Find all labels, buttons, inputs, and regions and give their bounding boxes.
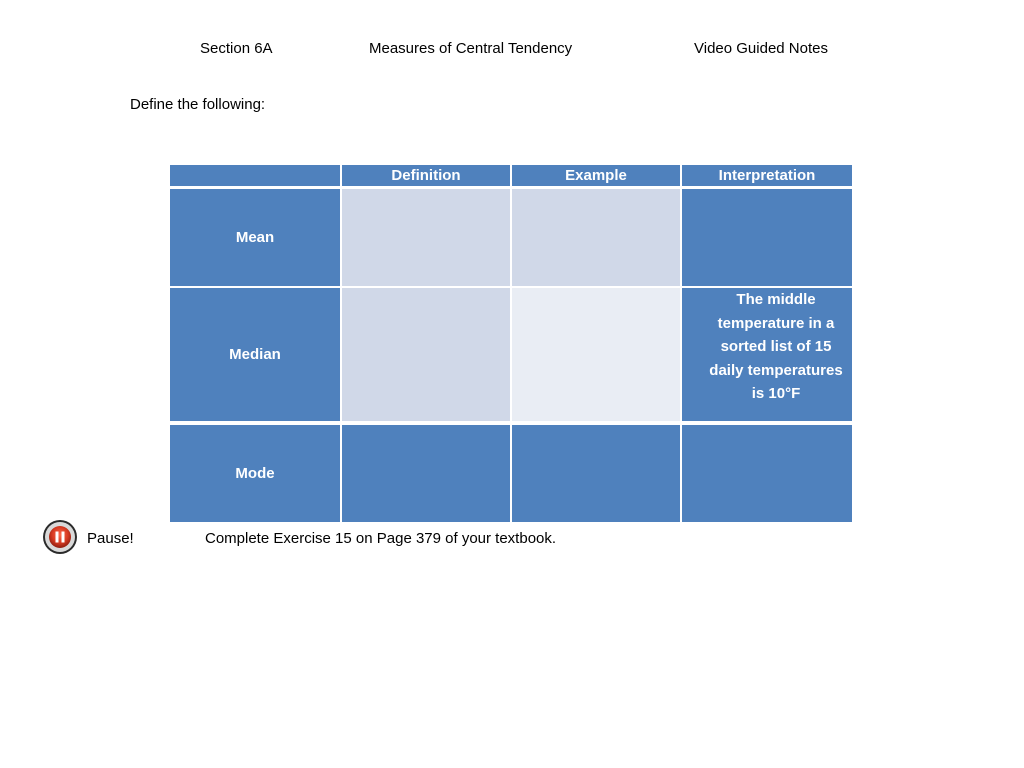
pause-label: Pause! [87, 530, 134, 547]
mean-example-cell [512, 189, 680, 286]
pause-icon[interactable] [42, 519, 78, 555]
mode-interpretation-cell [682, 425, 852, 522]
row-label-median: Median [170, 288, 340, 421]
row-label-mode: Mode [170, 425, 340, 522]
mean-interpretation-cell [682, 189, 852, 286]
column-header-interpretation: Interpretation [682, 165, 852, 186]
pause-instruction: Complete Exercise 15 on Page 379 of your textbook. [205, 530, 557, 547]
central-tendency-table [170, 165, 852, 522]
column-header-example: Example [512, 165, 680, 186]
median-interpretation-cell: The middle temperature in a sorted list of 15 daily temperatures is 10°F [682, 288, 852, 421]
notes-type-label: Video Guided Notes [694, 40, 828, 57]
define-prompt: Define the following: [130, 96, 266, 113]
mean-definition-cell [342, 189, 510, 286]
mode-definition-cell [342, 425, 510, 522]
row-label-mean: Mean [170, 189, 340, 286]
column-header-definition: Definition [342, 165, 510, 186]
table-header-corner [170, 165, 340, 186]
topic-title: Measures of Central Tendency [369, 40, 573, 57]
section-label: Section 6A [200, 40, 273, 57]
mode-example-cell [512, 425, 680, 522]
median-example-cell [512, 288, 680, 421]
median-definition-cell [342, 288, 510, 421]
